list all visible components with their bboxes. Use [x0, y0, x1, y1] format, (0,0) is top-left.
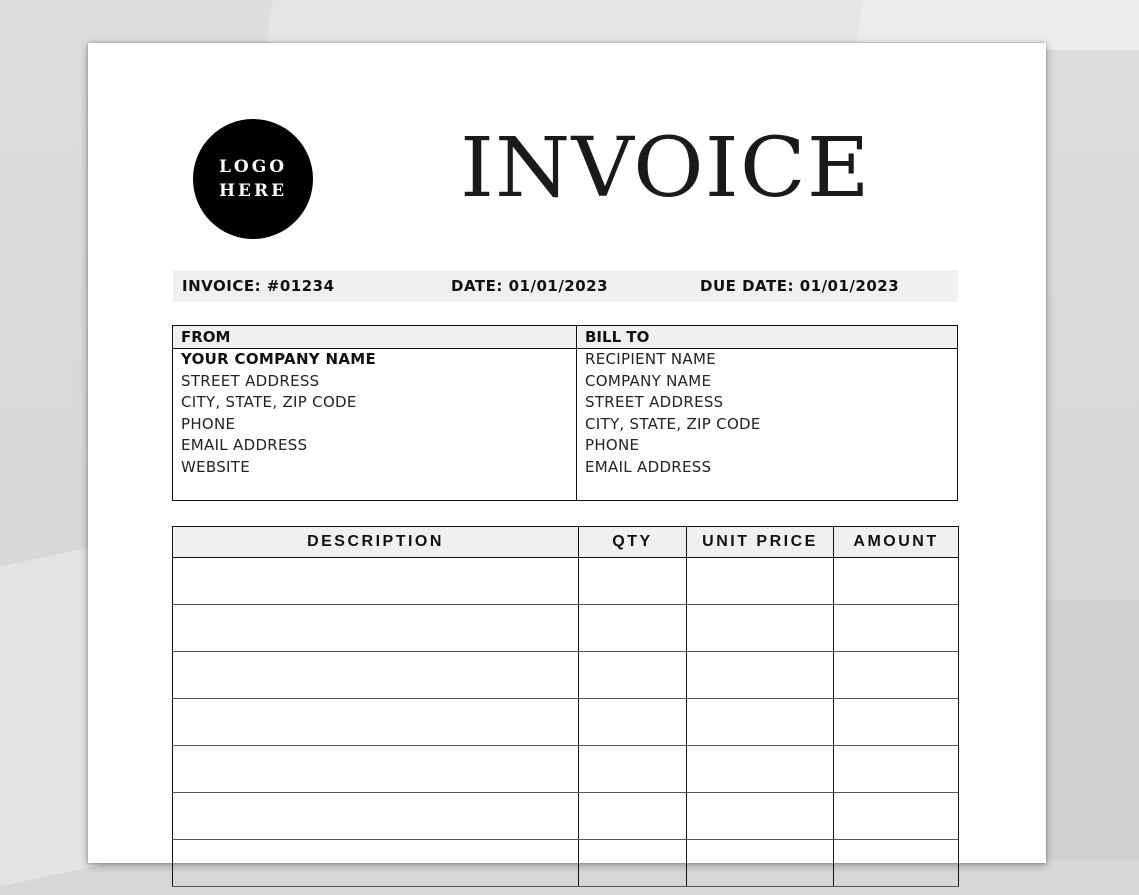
unit-price-cell[interactable] — [687, 840, 834, 887]
table-row — [173, 793, 959, 840]
table-row — [173, 605, 959, 652]
unit-price-cell[interactable] — [687, 605, 834, 652]
table-row — [173, 699, 959, 746]
amount-cell[interactable] — [834, 746, 959, 793]
column-header-amount: AMOUNT — [834, 527, 959, 558]
table-row — [173, 558, 959, 605]
background-shape — [1040, 600, 1139, 860]
background-shape — [0, 545, 100, 895]
bill-to-line: COMPANY NAME — [585, 371, 712, 390]
invoice-title: INVOICE — [460, 121, 871, 216]
from-section — [173, 326, 576, 500]
qty-cell[interactable] — [579, 605, 687, 652]
invoice-date: DATE: 01/01/2023 — [451, 277, 609, 295]
qty-cell[interactable] — [579, 558, 687, 605]
line-items-header-row — [173, 527, 959, 558]
unit-price-cell[interactable] — [687, 699, 834, 746]
description-cell[interactable] — [173, 699, 579, 746]
table-row — [173, 840, 959, 887]
description-cell[interactable] — [173, 605, 579, 652]
from-line: EMAIL ADDRESS — [181, 436, 308, 454]
invoice-page — [88, 43, 1046, 863]
amount-cell[interactable] — [834, 699, 959, 746]
qty-cell[interactable] — [579, 699, 687, 746]
from-line: STREET ADDRESS — [181, 371, 320, 390]
qty-cell[interactable] — [579, 652, 687, 699]
amount-cell[interactable] — [834, 840, 959, 887]
bill-to-line: RECIPIENT NAME — [585, 350, 716, 368]
logo-text-line-2: HERE — [218, 181, 288, 201]
bill-to-section — [576, 326, 957, 500]
bill-to-line: STREET ADDRESS — [585, 393, 724, 411]
line-items-table — [172, 526, 959, 887]
amount-cell[interactable] — [834, 793, 959, 840]
column-header-qty: QTY — [579, 527, 687, 558]
table-row — [173, 746, 959, 793]
description-cell[interactable] — [173, 652, 579, 699]
invoice-due-date: DUE DATE: 01/01/2023 — [700, 277, 900, 295]
table-row — [173, 652, 959, 699]
invoice-meta-bar — [173, 270, 958, 302]
from-heading: FROM — [173, 326, 576, 349]
invoice-number: INVOICE: #01234 — [182, 277, 335, 295]
description-cell[interactable] — [173, 746, 579, 793]
amount-cell[interactable] — [834, 558, 959, 605]
amount-cell[interactable] — [834, 605, 959, 652]
from-line: YOUR COMPANY NAME — [181, 350, 377, 368]
bill-to-line: EMAIL ADDRESS — [585, 457, 712, 476]
unit-price-cell[interactable] — [687, 558, 834, 605]
from-line: PHONE — [181, 414, 236, 433]
unit-price-cell[interactable] — [687, 746, 834, 793]
qty-cell[interactable] — [579, 793, 687, 840]
qty-cell[interactable] — [579, 840, 687, 887]
description-cell[interactable] — [173, 558, 579, 605]
bill-to-line: CITY, STATE, ZIP CODE — [585, 414, 761, 433]
description-cell[interactable] — [173, 840, 579, 887]
amount-cell[interactable] — [834, 652, 959, 699]
logo-placeholder — [193, 119, 313, 239]
qty-cell[interactable] — [579, 746, 687, 793]
parties-table — [172, 325, 958, 501]
from-line: WEBSITE — [181, 457, 251, 476]
logo-text-line-1: LOGO — [218, 157, 288, 177]
column-header-description: DESCRIPTION — [173, 527, 579, 558]
bill-to-line: PHONE — [585, 436, 640, 454]
description-cell[interactable] — [173, 793, 579, 840]
bill-to-heading: BILL TO — [577, 326, 957, 349]
unit-price-cell[interactable] — [687, 652, 834, 699]
column-header-unit-price: UNIT PRICE — [687, 527, 834, 558]
from-line: CITY, STATE, ZIP CODE — [181, 393, 357, 411]
unit-price-cell[interactable] — [687, 793, 834, 840]
